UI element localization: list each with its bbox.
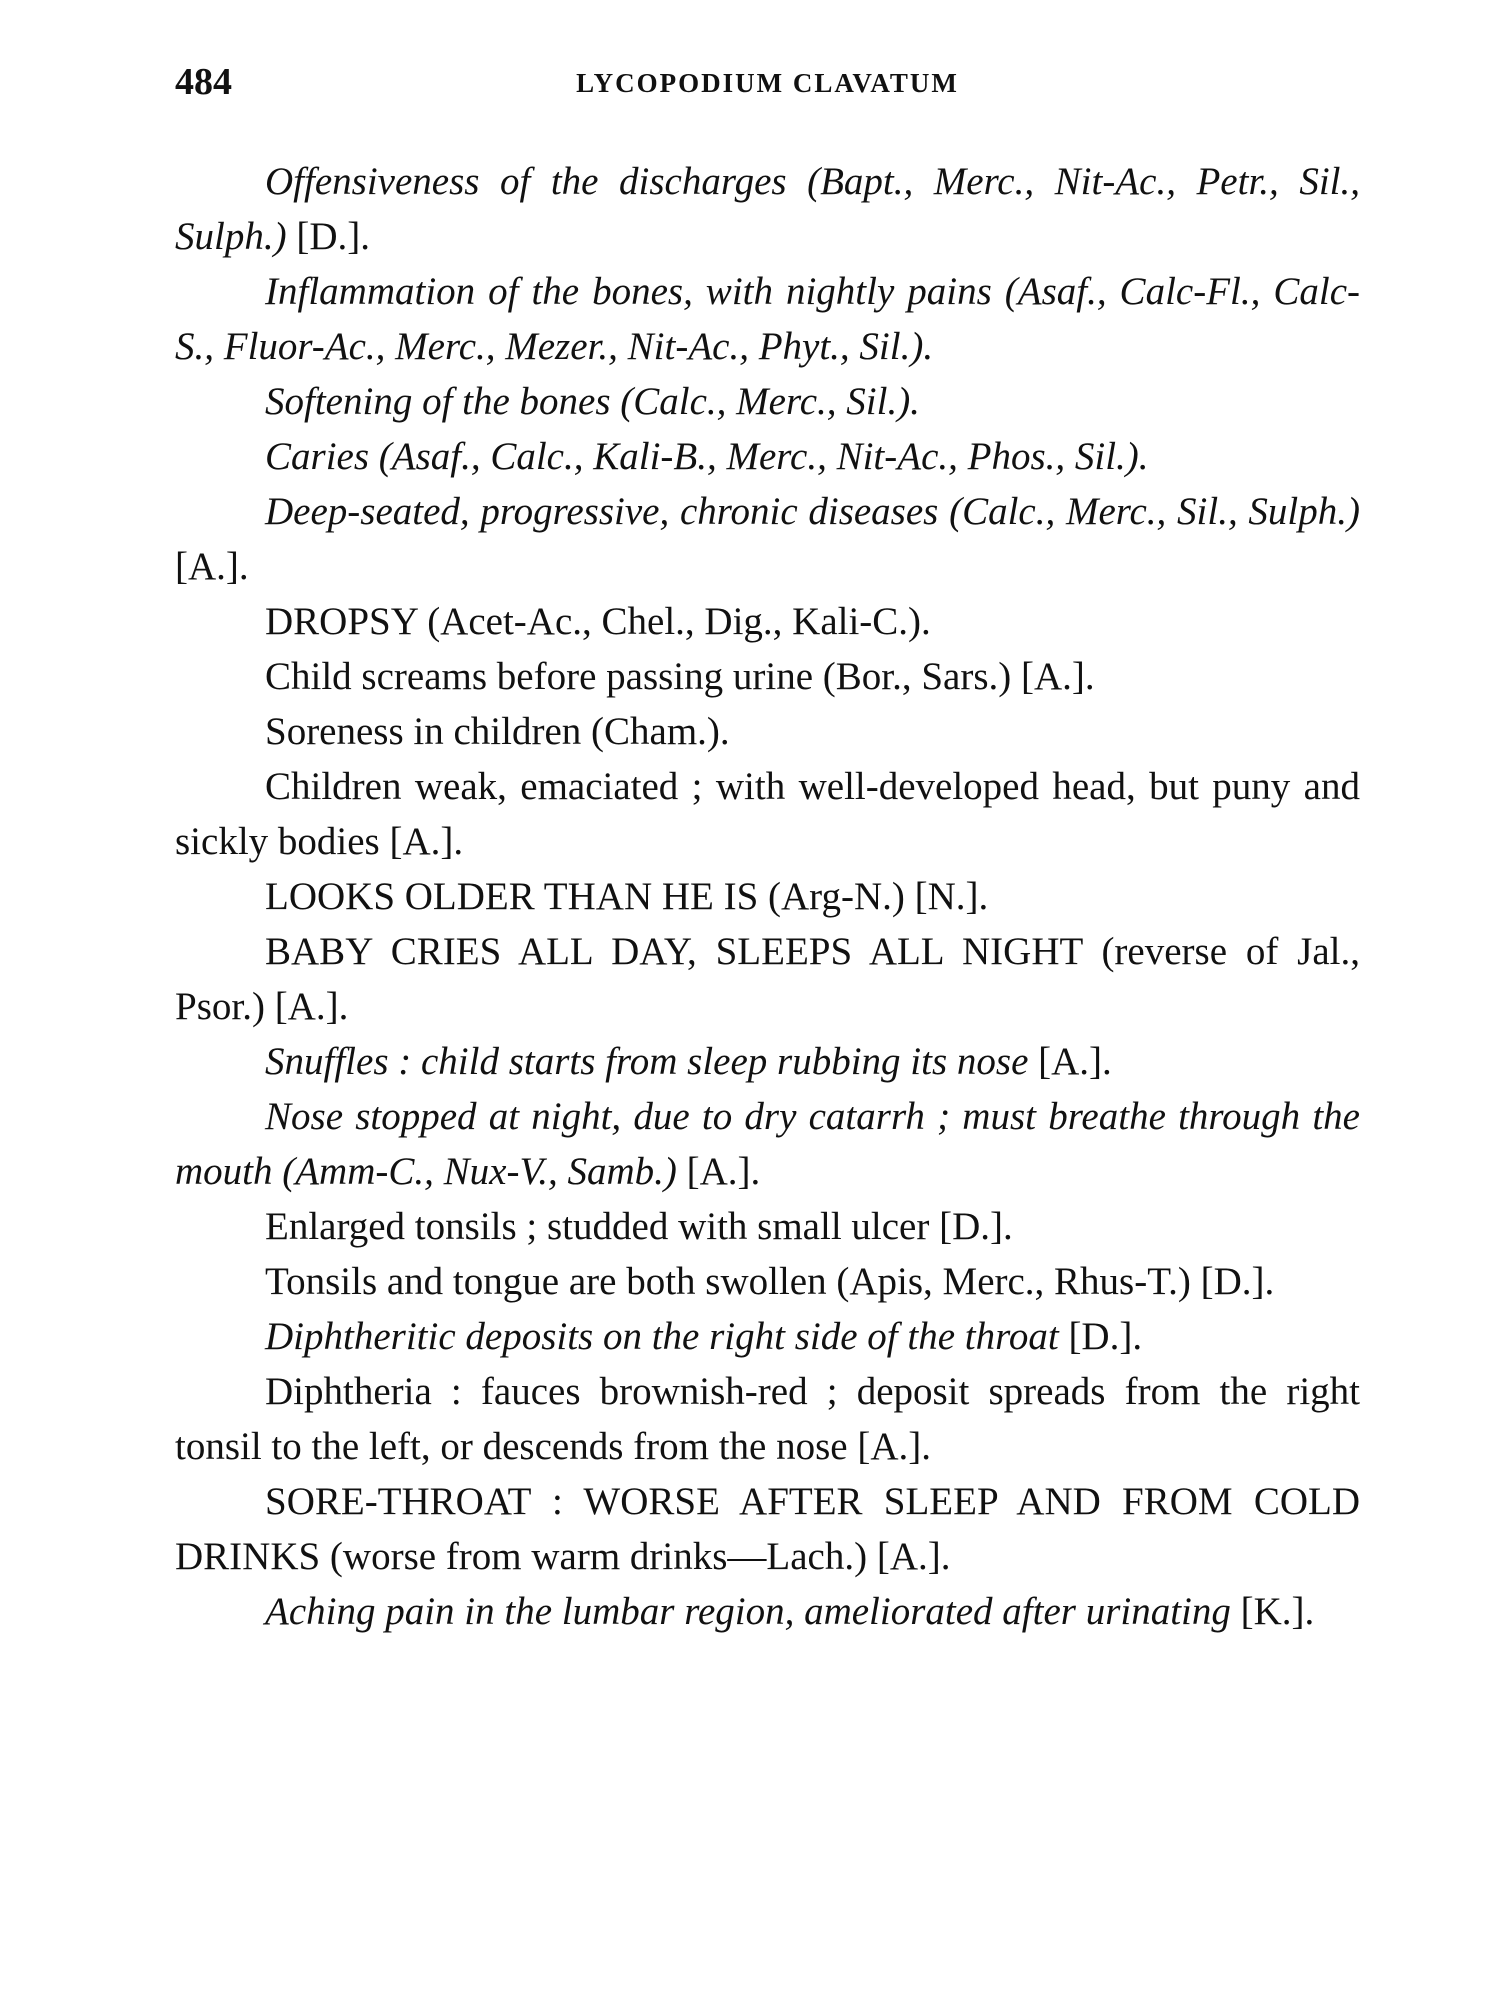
- entry-text: Enlarged tonsils ; studded with small ulcer [D.].: [265, 1205, 1013, 1248]
- entry-text: SORE-THROAT : WORSE AFTER SLEEP AND FROM COLD DRINKS (worse from warm drinks—Lach.) [A.].: [175, 1480, 1360, 1578]
- entry-text: Diphtheritic deposits on the right side of the throat: [265, 1315, 1059, 1358]
- entry-text: Soreness in children (Cham.).: [265, 710, 730, 753]
- entry-text: Deep-seated, progressive, chronic diseases (Calc., Merc., Sil., Sulph.): [265, 490, 1360, 533]
- entry: [175, 1584, 1360, 1639]
- entry: [175, 429, 1360, 484]
- entry: [175, 264, 1360, 374]
- entry-text: DROPSY (Acet-Ac., Chel., Dig., Kali-C.).: [265, 600, 931, 643]
- entry: [175, 759, 1360, 869]
- entry-text: Tonsils and tongue are both swollen (Apis, Merc., Rhus-T.) [D.].: [265, 1260, 1275, 1303]
- entry: [175, 1034, 1360, 1089]
- entry: [175, 1089, 1360, 1199]
- entry: [175, 154, 1360, 264]
- entry-text: Nose stopped at night, due to dry catarrh ; must breathe through the mouth (Amm-C., Nux-V., Samb.): [175, 1095, 1360, 1193]
- entry: [175, 1199, 1360, 1254]
- entry-reference: [A.].: [676, 1150, 761, 1193]
- entry-text: LOOKS OLDER THAN HE IS (Arg-N.) [N.].: [265, 875, 989, 918]
- page-number: 484: [175, 61, 232, 103]
- entry-reference: [A.].: [175, 545, 249, 588]
- entry: [175, 1309, 1360, 1364]
- entry: [175, 704, 1360, 759]
- entry: [175, 484, 1360, 594]
- entry-reference: [A.].: [1028, 1040, 1112, 1083]
- entry-text: Caries (Asaf., Calc., Kali-B., Merc., Nit-Ac., Phos., Sil.).: [265, 435, 1149, 478]
- entry-text: Snuffles : child starts from sleep rubbing its nose: [265, 1040, 1029, 1083]
- entry-text: Children weak, emaciated ; with well-developed head, but puny and sickly bodies [A.].: [175, 765, 1360, 863]
- entry-reference: [D.].: [1058, 1315, 1143, 1358]
- entry-text: Inflammation of the bones, with nightly pains (Asaf., Calc-Fl., Calc-S., Fluor-Ac., Merc., Mezer., Nit-Ac., Phyt., Sil.).: [175, 270, 1360, 368]
- entry: [175, 594, 1360, 649]
- entry-text: Softening of the bones (Calc., Merc., Sil.).: [265, 380, 920, 423]
- entry-list: [175, 154, 1360, 1639]
- entry-text: Child screams before passing urine (Bor., Sars.) [A.].: [265, 655, 1095, 698]
- entry-reference: [K.].: [1230, 1590, 1315, 1633]
- entry-reference: [D.].: [286, 215, 370, 258]
- entry: [175, 1474, 1360, 1584]
- running-head: [175, 60, 1360, 120]
- entry-text: BABY CRIES ALL DAY, SLEEPS ALL NIGHT (reverse of Jal., Psor.) [A.].: [175, 930, 1360, 1028]
- entry-text: Diphtheria : fauces brownish-red ; deposit spreads from the right tonsil to the left, or descends from the nose [A.].: [175, 1370, 1360, 1468]
- entry-text: Aching pain in the lumbar region, ameliorated after urinating: [265, 1590, 1231, 1633]
- entry-text: Offensiveness of the discharges (Bapt., Merc., Nit-Ac., Petr., Sil., Sulph.): [175, 160, 1360, 258]
- entry: [175, 374, 1360, 429]
- entry: [175, 1364, 1360, 1474]
- entry: [175, 649, 1360, 704]
- entry: [175, 869, 1360, 924]
- running-title: LYCOPODIUM CLAVATUM: [576, 68, 959, 98]
- entry: [175, 924, 1360, 1034]
- entry: [175, 1254, 1360, 1309]
